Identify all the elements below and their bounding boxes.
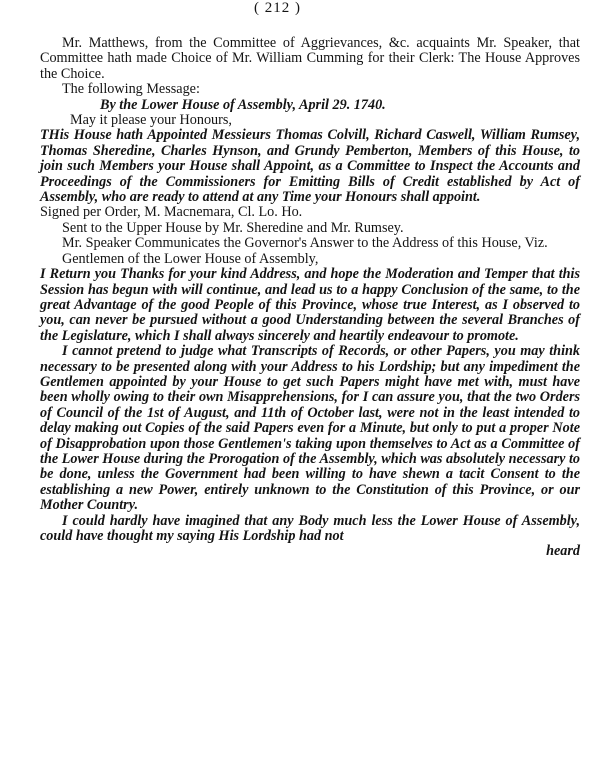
catchword: heard — [546, 543, 580, 560]
page-number: ( 212 ) — [254, 0, 301, 16]
message-intro: The following Message: — [62, 81, 200, 98]
speaker-communicates: Mr. Speaker Communicates the Governor's Answer to the Address of this House, Viz. — [62, 235, 548, 252]
address-salutation: Gentlemen of the Lower House of Assembly, — [62, 250, 319, 267]
governor-answer-paragraph-2: I cannot pretend to judge what Transcripts of Records, or other Papers, you may think necessary to be presented along with your Address to his Lordship; but any impediment the Gentlemen appointed by your House to get such Papers might have met with, must have been wholly owing to their own Misapprehensions, for I can assure you, that the two Orders of Council of the 1st of August, and 11th of October last, were not in the least intended to delay making out Copies of the said Papers even for a Minute, but only to put a proper Note of Disapprobation upon those Gentlemen's taking upon themselves to Act as a Committee of the Lower House during the Prorogation of the Assembly, which was absolutely necessary to be done, unless the Government had been willing to have shewn a tacit Consent to the establishing a new Power, entirely unknown to the Constitution of this Province, or our Mother Country. — [40, 343, 580, 514]
sent-note: Sent to the Upper House by Mr. Sheredine and Mr. Rumsey. — [62, 219, 404, 236]
salutation: May it please your Honours, — [70, 112, 232, 129]
governor-answer-paragraph-1: I Return you Thanks for your kind Address, and hope the Moderation and Temper that this Session has begun with will continue, and lead us to a happy Conclusion of the same, to the great Advantage of the good People of this Province, whose true Interest, as I observed to you, can never be pursued without a good Understanding between the several Branches of the Legislature, which I shall always sincerely and heartily endeavour to promote. — [40, 266, 580, 344]
message-body: THis House hath Appointed Messieurs Thomas Colvill, Richard Caswell, William Rumsey, Thomas Sheredine, Charles Hynson, and Grundy Pemberton, Members of this House, to join such Members your House shall Appoint, as a Committee to Inspect the Accounts and Proceedings of the Commissioners for Emitting Bills of Credit established by Act of Assembly, who are ready to attend at any Time your Honours shall appoint. — [40, 127, 580, 206]
committee-clerk-paragraph: Mr. Matthews, from the Committee of Aggrievances, &c. acquaints Mr. Speaker, that Committee hath made Choice of Mr. William Cumming for their Clerk: The House Approves the Choice. — [40, 35, 580, 82]
governor-answer-paragraph-3: I could hardly have imagined that any Body much less the Lower House of Assembly, could have thought my saying His Lordship had not — [40, 512, 580, 544]
message-heading: By the Lower House of Assembly, April 29. 1740. — [100, 96, 386, 113]
document-body — [40, 36, 580, 560]
signature-line: Signed per Order, M. Macnemara, Cl. Lo. Ho. — [40, 204, 303, 221]
